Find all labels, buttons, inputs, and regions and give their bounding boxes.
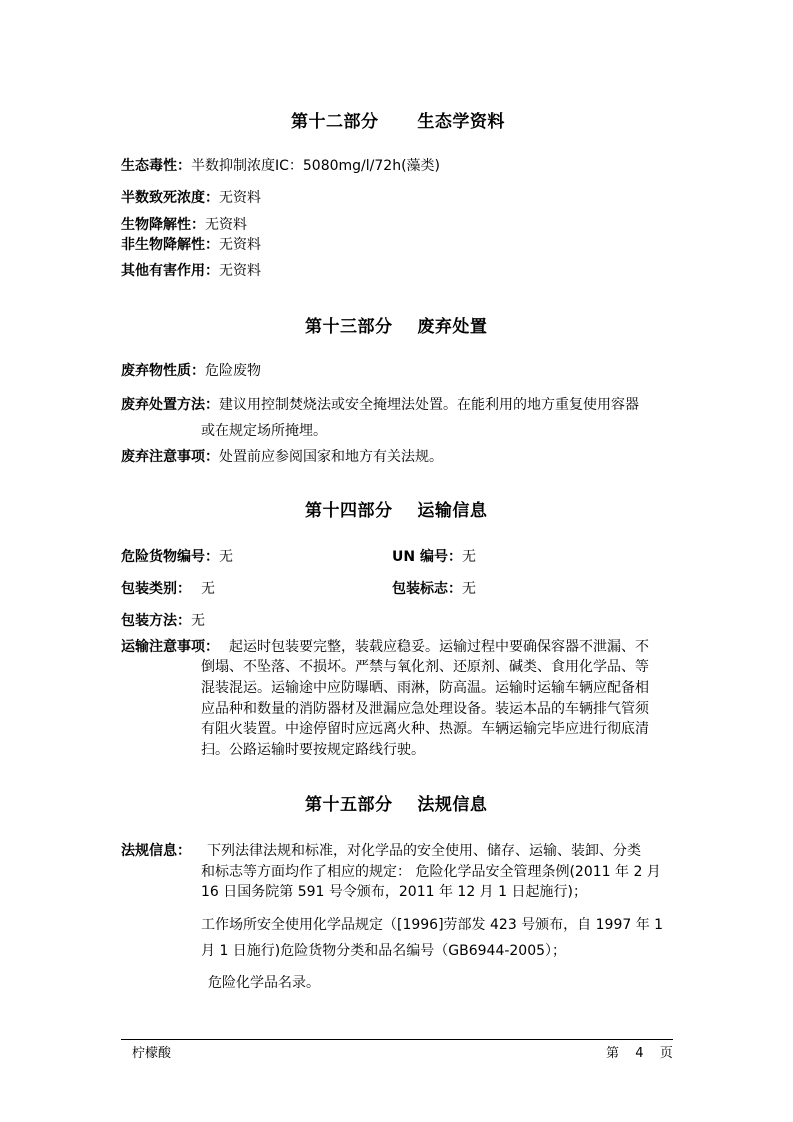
packing-category-value: 无	[201, 581, 215, 597]
other-hazards-label: 其他有害作用：	[121, 263, 219, 279]
section-13-title: 废弃处置	[417, 317, 488, 337]
non-biodegradability-value: 无资料	[219, 237, 261, 253]
disposal-method-line-1: 建议用控制焚烧法或安全掩埋法处置。在能利用的地方重复使用容器	[219, 397, 639, 413]
section-12-number: 第十二部分	[291, 112, 379, 132]
footer-page-suffix: 页	[659, 1046, 673, 1061]
section-14-heading	[305, 496, 487, 521]
disposal-notes-value: 处置前应参阅国家和地方有关法规。	[219, 449, 443, 465]
non-biodegradability-row	[121, 235, 261, 255]
transport-notes-line: 起运时包装要完整，装载应稳妥。运输过程中要确保容器不泄漏、不	[229, 639, 649, 655]
transport-notes-line: 扫。公路运输时要按规定路线行驶。	[201, 742, 425, 758]
footer-page-number: 4	[635, 1046, 644, 1061]
transport-notes-line: 应品种和数量的消防器材及泄漏应急处理设备。装运本品的车辆排气管须	[201, 701, 649, 717]
dg-number-value: 无	[219, 549, 233, 565]
packing-category-label: 包装类别：	[121, 581, 191, 597]
biodegradability-label: 生物降解性：	[121, 217, 205, 233]
waste-nature-row	[121, 361, 261, 381]
other-hazards-value: 无资料	[219, 263, 261, 279]
waste-nature-value: 危险废物	[205, 363, 261, 379]
dg-number-row	[121, 547, 233, 567]
footer-product-name: 柠檬酸	[132, 1046, 172, 1061]
packing-method-row	[121, 611, 205, 631]
hazardous-chemicals-catalog: 危险化学品名录。	[208, 975, 320, 991]
section-15-heading	[305, 790, 487, 815]
eco-toxicity-value: 半数抑制浓度IC：5080mg/l/72h(藻类)	[191, 158, 440, 174]
footer-page-indicator	[606, 1042, 673, 1061]
regulation-line: 下列法律法规和标准，对化学品的安全使用、储存、运输、装卸、分类	[207, 843, 641, 859]
eco-toxicity-label: 生态毒性：	[121, 158, 191, 174]
un-number-label: UN 编号：	[392, 549, 462, 565]
disposal-notes-row	[121, 447, 443, 467]
workplace-regulation-line-2: 月 1 日施行)危险货物分类和品名编号（GB6944-2005）；	[201, 943, 567, 959]
section-15-title: 法规信息	[417, 795, 488, 815]
dg-number-label: 危险货物编号：	[121, 549, 219, 565]
biodegradability-value: 无资料	[205, 217, 247, 233]
other-hazards-row	[121, 261, 261, 281]
un-number-value: 无	[461, 549, 476, 565]
regulation-line: 和标志等方面均作了相应的规定： 危险化学品安全管理条例(2011 年 2 月	[201, 864, 661, 880]
waste-nature-label: 废弃物性质：	[121, 363, 205, 379]
ld50-label: 半数致死浓度：	[121, 190, 219, 206]
transport-notes-label: 运输注意事项：	[121, 639, 219, 655]
biodegradability-row	[121, 215, 247, 235]
footer-page-prefix: 第	[606, 1046, 620, 1061]
section-15-number: 第十五部分	[305, 795, 393, 815]
packing-method-label: 包装方法：	[121, 613, 191, 629]
workplace-regulation-line-1: 工作场所安全使用化学品规定（[1996]劳部发 423 号颁布，自 1997 年 1	[201, 917, 664, 933]
section-12-heading	[291, 107, 505, 132]
section-14-title: 运输信息	[417, 501, 488, 521]
ld50-row	[121, 188, 261, 208]
disposal-method-label: 废弃处置方法：	[121, 397, 219, 413]
section-12-title: 生态学资料	[417, 112, 505, 132]
transport-notes-line: 倒塌、不坠落、不损坏。严禁与氧化剂、还原剂、碱类、食用化学品、等	[201, 659, 649, 675]
packing-mark-value: 无	[462, 581, 476, 597]
section-13-heading	[305, 312, 487, 337]
non-biodegradability-label: 非生物降解性：	[121, 237, 219, 253]
ld50-value: 无资料	[219, 190, 261, 206]
regulation-line: 16 日国务院第 591 号令颁布，2011 年 12 月 1 日起施行)；	[201, 884, 587, 900]
packing-category-row	[121, 579, 215, 599]
disposal-notes-label: 废弃注意事项：	[121, 449, 219, 465]
regulation-label: 法规信息：	[121, 843, 191, 859]
eco-toxicity-row	[121, 156, 440, 176]
section-14-number: 第十四部分	[305, 501, 393, 521]
disposal-method-line-2: 或在规定场所掩埋。	[201, 423, 327, 439]
packing-method-value: 无	[191, 613, 205, 629]
un-number-row	[392, 547, 476, 567]
packing-mark-row	[392, 579, 476, 599]
section-13-number: 第十三部分	[305, 317, 393, 337]
transport-notes-line: 有阻火装置。中途停留时应远离火种、热源。车辆运输完毕应进行彻底清	[201, 721, 649, 737]
transport-notes-line: 混装混运。运输途中应防曝晒、雨淋，防高温。运输时运输车辆应配备相	[201, 680, 649, 696]
disposal-method-row	[121, 395, 639, 415]
footer-divider	[121, 1039, 673, 1040]
packing-mark-label: 包装标志：	[392, 581, 462, 597]
